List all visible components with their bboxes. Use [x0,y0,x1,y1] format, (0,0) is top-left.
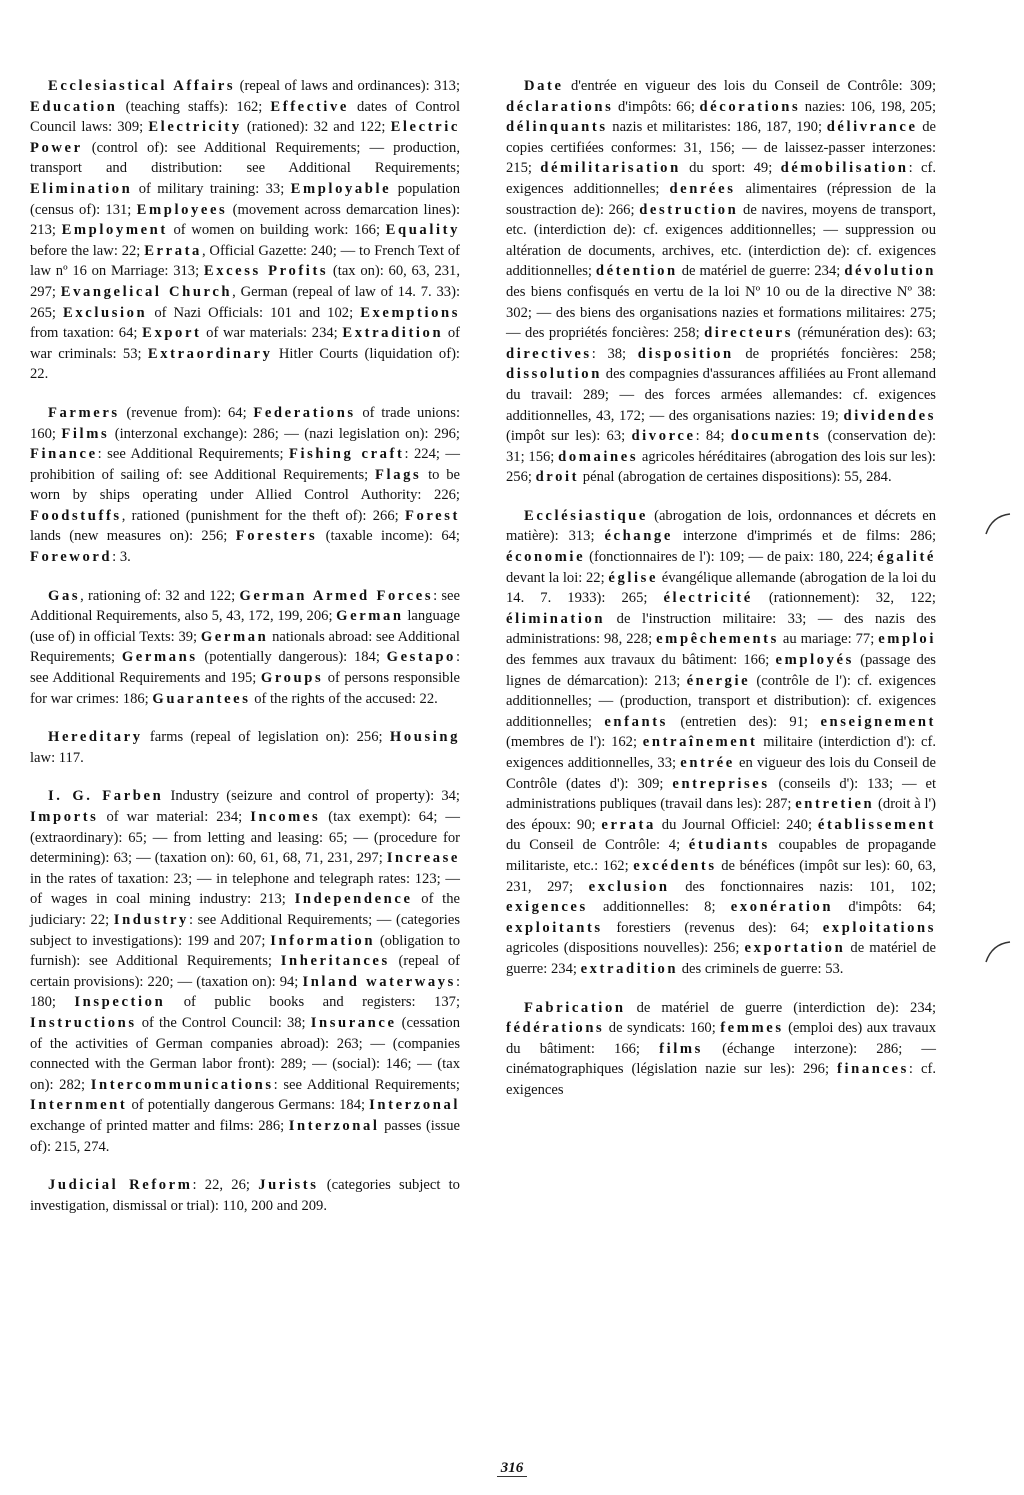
index-keyword: entrée [680,755,735,771]
index-keyword: Finance [30,446,98,463]
index-keyword: German [336,608,404,625]
index-text: (tax exempt): 64; — (extraordinary): 65; — from letting and leasing: 65; — (procedure for determining): 63; — (taxation on): 60, 61, 68, 71, 231, 297; [30,809,460,867]
index-keyword: Films [61,425,110,442]
index-text: agricoles héréditaires (abrogation des lois sur les): 256; [506,448,936,486]
index-text: (rationed): 32 and 122; [241,119,391,136]
index-text: Hitler Courts (liquidation of): 22. [30,345,460,383]
index-text: , rationed (punishment for the theft of): 266; [121,507,405,524]
index-keyword: Information [270,932,376,949]
index-entry [30,727,460,768]
left-column [30,76,460,1234]
index-text: de propriétés foncières: 258; [733,345,936,362]
index-keyword: Electric Power [30,119,460,156]
index-text: (revenue from): 64; [119,404,254,421]
index-keyword: exonération [730,899,834,916]
index-keyword: denrées [669,180,736,197]
index-text: agricoles (dispositions nouvelles): 256; [506,940,745,957]
index-text: de l'instruction militaire: 33; — des nazis des administrations: 98, 228; [506,610,936,648]
index-keyword: excédents [633,857,717,874]
index-text: (movement across demarcation lines): 213; [30,201,461,239]
index-text: (conservation de): 31; 156; [506,428,937,465]
index-text: of potentially dangerous Germans: 184; [127,1097,370,1114]
index-text: (categories subject to investigation, dismissal or trial): 110, 200 and 209. [30,1177,460,1214]
index-keyword: Evangelical Church [60,283,233,300]
index-text: : 38; [591,345,638,362]
index-text: of trade unions: 160; [30,404,460,442]
margin-mark [982,510,1012,540]
index-text: militaire (interdiction d'): cf. exigences additionnelles, 33; [506,734,937,771]
index-text: (control of): see Additional Requirements; — production, transport and distribution: see Additional Requirements; [30,139,460,177]
index-text: de navires, moyens de transport, etc. (interdiction de): cf. exigences additionnelles; — suppression ou altération de documents, archives, etc. (interdiction de): cf. exigences additionnelles; [506,201,936,280]
index-keyword: élimination [506,610,606,627]
index-keyword: Employees [136,201,228,218]
index-keyword: détention [595,263,678,280]
margin-mark [982,938,1012,968]
index-text: de bénéfices (impôt sur les): 60, 63, 231, 297; [506,857,936,895]
index-keyword: déclarations [506,98,614,115]
index-text: des compagnies d'assurances affiliées au Front allemand du travail: 289; — des forces armées allemandes: cf. exigences additionnelles, 43, 172; — des organisations nazies: 19; [506,366,936,424]
index-keyword: exclusion [588,878,670,895]
index-entry [30,1175,460,1216]
index-keyword: Fishing craft [288,446,405,463]
index-text: (tax on): 60, 63, 231, 297; [30,263,460,300]
index-keyword: destruction [639,201,739,218]
index-text: : see Additional Requirements; — (categories subject to investigations): 199 and 207; [30,911,461,949]
index-keyword: Elimination [30,180,133,197]
index-keyword: directives [506,345,592,362]
index-keyword: Exclusion [63,304,148,321]
index-text: , German (repeal of law of 14. 7. 33): 265; [30,283,461,321]
index-keyword: délivrance [826,119,918,136]
index-keyword: Groups [260,670,324,687]
index-text: to be worn by ships operating under Allied Control Authority: 226; [30,466,460,504]
index-keyword: films [659,1040,703,1057]
page-number-text: 316 [497,1460,528,1477]
index-keyword: dévolution [844,263,936,280]
index-text: : 22, 26; [192,1177,259,1194]
index-text: du sport: 49; [680,160,781,177]
index-keyword: domaines [558,448,639,465]
index-keyword: Imports [30,809,99,825]
index-keyword: entraînement [642,734,758,751]
index-text: (rationnement): 32, 122; [752,590,936,607]
index-entry [30,76,460,385]
index-keyword: Flags [375,466,422,483]
index-keyword: Federations [253,404,356,421]
index-text: (cessation of the activities of German companies abroad): 263; — (companies connected with the German labor front): 289; — (social): 146; — (tax on): 282; [30,1014,460,1093]
index-text: (repeal of certain provisions): 220; — (taxation on): 94; [30,953,460,990]
index-text: coupables de propagande militariste, etc.: 162; [506,837,936,874]
index-text: : see Additional Requirements and 195; [30,649,460,687]
index-keyword: enseignement [820,713,936,730]
index-keyword: Inspection [74,994,166,1011]
index-text: d'entrée en vigueur des lois du Conseil de Contrôle: 309; [563,78,936,94]
index-keyword: Intercommunications [90,1076,274,1093]
index-keyword: Insurance [310,1014,397,1031]
index-keyword: démobilisation [780,160,909,177]
index-keyword: Education [30,98,118,115]
index-text: of military training: 33; [132,180,291,197]
index-text: devant la loi: 22; [506,569,609,586]
index-keyword: Gas [48,587,81,604]
index-keyword: extradition [580,960,679,977]
index-keyword: Internment [30,1097,128,1114]
index-text: from taxation: 64; [30,325,143,342]
index-keyword: directeurs [704,325,794,342]
index-text: (entretien des): 91; [667,713,821,730]
index-text: exchange of printed matter and films: 286; [30,1117,289,1134]
index-keyword: divorce [631,428,696,445]
index-text: language (use of) in official Texts: 39; [30,608,460,645]
index-keyword: Exemptions [360,304,460,321]
index-keyword: Export [142,325,202,342]
index-keyword: Judicial Reform [48,1177,193,1194]
index-text: (impôt sur les): 63; [506,428,632,445]
index-keyword: German [200,628,269,645]
index-keyword: Foodstuffs [30,507,122,524]
index-keyword: Inland waterways [302,973,456,990]
index-keyword: Jurists [258,1177,319,1194]
index-keyword: Employment [61,222,168,239]
index-text: (fonctionnaires de l'): 109; — de paix: 180, 224; [585,549,878,566]
index-text: : see Additional Requirements, also 5, 43, 172, 199, 206; [30,587,461,625]
index-keyword: enfants [604,713,668,730]
index-text: of the judiciary: 22; [30,891,460,928]
index-text: interzone d'imprimés et de films: 286; [672,528,936,545]
index-keyword: I. G. Farben [48,788,164,805]
index-text: of war materials: 234; [201,325,343,342]
index-text: (droit à l') des époux: 90; [506,796,936,833]
index-text: (échange interzone): 286; — cinématographiques (législation nazie sur les): 296; [506,1040,936,1078]
index-text: : cf. exigences [506,1061,936,1098]
index-text: (abrogation de lois, ordonnances et décrets en matière): 313; [506,507,936,545]
index-text: additionnelles: 8; [587,899,731,916]
index-text: en vigueur des lois du Conseil de Contrôle (dates d'): 309; [506,755,936,792]
index-text: in the rates of taxation: 23; — in telephone and telegraph rates: 123; — of wages in coal mining industry: 213; [30,870,460,908]
index-entry [30,586,460,710]
index-keyword: Germans [121,649,198,666]
index-keyword: décorations [699,98,801,115]
index-keyword: étudiants [688,837,770,854]
index-keyword: démilitarisation [540,160,681,177]
index-text: des femmes aux travaux du bâtiment: 166; [506,652,776,669]
index-text: of war material: 234; [98,809,251,825]
index-text: du Conseil de Contrôle: 4; [506,837,689,854]
index-entry [506,506,936,980]
index-text: nazies: 106, 198, 205; [800,98,937,115]
index-text: farms (repeal of legislation on): 256; [142,729,390,746]
index-keyword: empêchements [656,631,779,648]
index-keyword: dividendes [843,407,936,424]
index-text: de copies certifiées conformes: 31, 156; — de laissez-passer interzones: 215; [506,119,936,177]
right-column [506,76,936,1119]
index-text: before the law: 22; [30,242,145,259]
index-text: of public books and registers: 137; [165,994,461,1011]
index-keyword: exploitations [822,919,936,936]
index-text: (contrôle de l'): cf. exigences additionnelles; — (production, transport et distribution): cf. exigences additionnelles; [506,672,936,730]
index-keyword: égalité [877,549,936,566]
index-text: of women on building work: 166; [167,222,386,239]
index-text: d'impôts: 64; [833,899,936,916]
index-keyword: Employable [290,180,392,197]
index-text: (emploi des) aux travaux du bâtiment: 166; [506,1020,936,1057]
index-text: (passage des lignes de démarcation): 213; [506,652,936,689]
index-keyword: Inheritances [280,953,390,970]
index-text: (rémunération des): 63; [793,325,936,342]
index-keyword: Errata [144,242,202,259]
index-keyword: femmes [720,1020,784,1037]
index-keyword: Farmers [48,404,120,421]
index-text: pénal (abrogation de certaines dispositions): 55, 284. [579,469,892,486]
index-text: des biens confisqués en vertu de la loi Nº 10 ou de la directive Nº 38: 302; — des biens des organisations nazies et formations militaires: 275; — des propriétés foncières: 258; [506,283,936,342]
index-keyword: droit [535,469,580,486]
index-keyword: entreprises [672,775,770,792]
index-keyword: exigences [506,899,588,916]
index-text: of Nazi Officials: 101 and 102; [147,304,361,321]
index-keyword: Interzonal [288,1117,380,1134]
index-keyword: Foresters [235,528,318,545]
index-text: de matériel de guerre (interdiction de): 234; [625,999,936,1016]
index-keyword: German Armed Forces [239,587,434,604]
index-text: , rationing of: 32 and 122; [80,587,240,604]
index-keyword: délinquants [506,119,608,136]
page-number [0,1460,1024,1477]
index-keyword: économie [506,549,586,566]
index-text: d'impôts: 66; [613,98,700,115]
index-text: (conseils d'): 133; — et administrations publiques (travail dans les): 287; [506,775,937,813]
index-text: of the Control Council: 38; [136,1014,311,1031]
index-text: alimentaires (répression de la soustraction de): 266; [506,180,936,218]
index-keyword: établissement [817,816,936,833]
index-keyword: Fabrication [524,999,626,1016]
index-text: de syndicats: 160; [604,1020,721,1037]
index-keyword: fédérations [506,1020,605,1037]
index-text: au mariage: 77; [778,631,879,648]
index-keyword: exportation [744,940,846,957]
index-text: évangélique allemande (abrogation de la loi du 14. 7. 1933): 265; [506,569,936,607]
index-keyword: Instructions [30,1014,137,1031]
index-keyword: Date [524,78,564,94]
index-keyword: disposition [637,345,734,362]
index-keyword: Electricity [148,119,242,136]
index-text: passes (issue of): 215, 274. [30,1117,460,1155]
index-text: : see Additional Requirements; [273,1076,460,1093]
index-entry [30,786,460,1157]
index-text: (membres de l'): 162; [506,734,643,751]
index-keyword: Forest [404,507,460,524]
index-text: : 180; [30,973,461,1011]
index-text: : see Additional Requirements; [97,446,289,463]
index-keyword: finances [837,1061,909,1078]
index-keyword: Increase [386,850,460,867]
index-text: nazis et militaristes: 186, 187, 190; [607,119,827,136]
index-keyword: Interzonal [369,1097,460,1114]
index-keyword: emploi [878,631,936,648]
index-keyword: exploitants [506,919,603,936]
index-keyword: église [608,569,659,586]
index-keyword: Extradition [342,325,444,342]
index-text: (interzonal exchange): 286; — (nazi legislation on): 296; [109,425,460,442]
index-text: population (census of): 131; [30,180,460,218]
index-keyword: Hereditary [48,729,143,746]
index-text: of war criminals: 53; [30,325,461,362]
index-keyword: Incomes [250,809,321,825]
index-text: dates of Control Council laws: 309; [30,98,460,136]
index-entry [506,76,936,488]
index-keyword: dissolution [506,366,602,383]
index-keyword: énergie [686,672,751,689]
index-keyword: Housing [389,729,460,746]
index-keyword: employés [775,652,854,669]
index-entry [30,403,460,568]
index-keyword: Industry [113,911,189,928]
index-text: du Journal Officiel: 240; [655,816,818,833]
index-text: lands (new measures on): 256; [30,528,236,545]
index-text: : 84; [695,428,731,445]
index-text: des fonctionnaires nazis: 101, 102; [669,878,937,895]
index-keyword: errata [601,816,656,833]
index-keyword: Effective [270,98,349,115]
index-keyword: Independence [294,891,413,908]
index-text: of the rights of the accused: 22. [250,690,438,707]
index-text: law: 117. [30,749,84,766]
index-text: of persons responsible for war crimes: 186; [30,670,460,707]
index-keyword: électricité [663,590,753,607]
index-text: (repeal of laws and ordinances): 313; [235,78,461,94]
index-keyword: entretien [795,796,875,813]
index-text: de matériel de guerre: 234; [506,940,936,977]
index-text: (teaching staffs): 162; [117,98,271,115]
index-text: (potentially dangerous): 184; [197,649,387,666]
index-text: Industry (seizure and control of property): 34; [163,788,460,805]
index-entry [506,998,936,1101]
index-keyword: Ecclésiastique [524,507,648,524]
index-text: : 3. [112,549,131,566]
index-text: : cf. exigences additionnelles; [506,160,936,197]
index-text: , Official Gazette: 240; — to French Text of law nº 16 on Marriage: 313; [30,242,460,280]
index-keyword: échange [604,528,673,545]
index-keyword: Ecclesiastical Affairs [48,78,236,94]
index-text: nationals abroad: see Additional Requirements; [30,628,460,666]
index-text: forestiers (revenus des): 64; [602,919,823,936]
index-keyword: Excess Profits [203,263,329,280]
index-keyword: documents [730,428,822,445]
index-keyword: Foreword [30,549,113,566]
index-text: : 224; — prohibition of sailing of: see Additional Requirements; [30,446,461,483]
index-keyword: Gestapo [386,649,456,666]
index-text: (obligation to furnish): see Additional Requirements; [30,932,460,970]
index-keyword: Extraordinary [147,345,273,362]
index-keyword: Guarantees [152,690,251,707]
index-text: de matériel de guerre: 234; [677,263,845,280]
index-text: des criminels de guerre: 53. [678,960,844,977]
index-keyword: Equality [385,222,460,239]
index-text: (taxable income): 64; [317,528,460,545]
